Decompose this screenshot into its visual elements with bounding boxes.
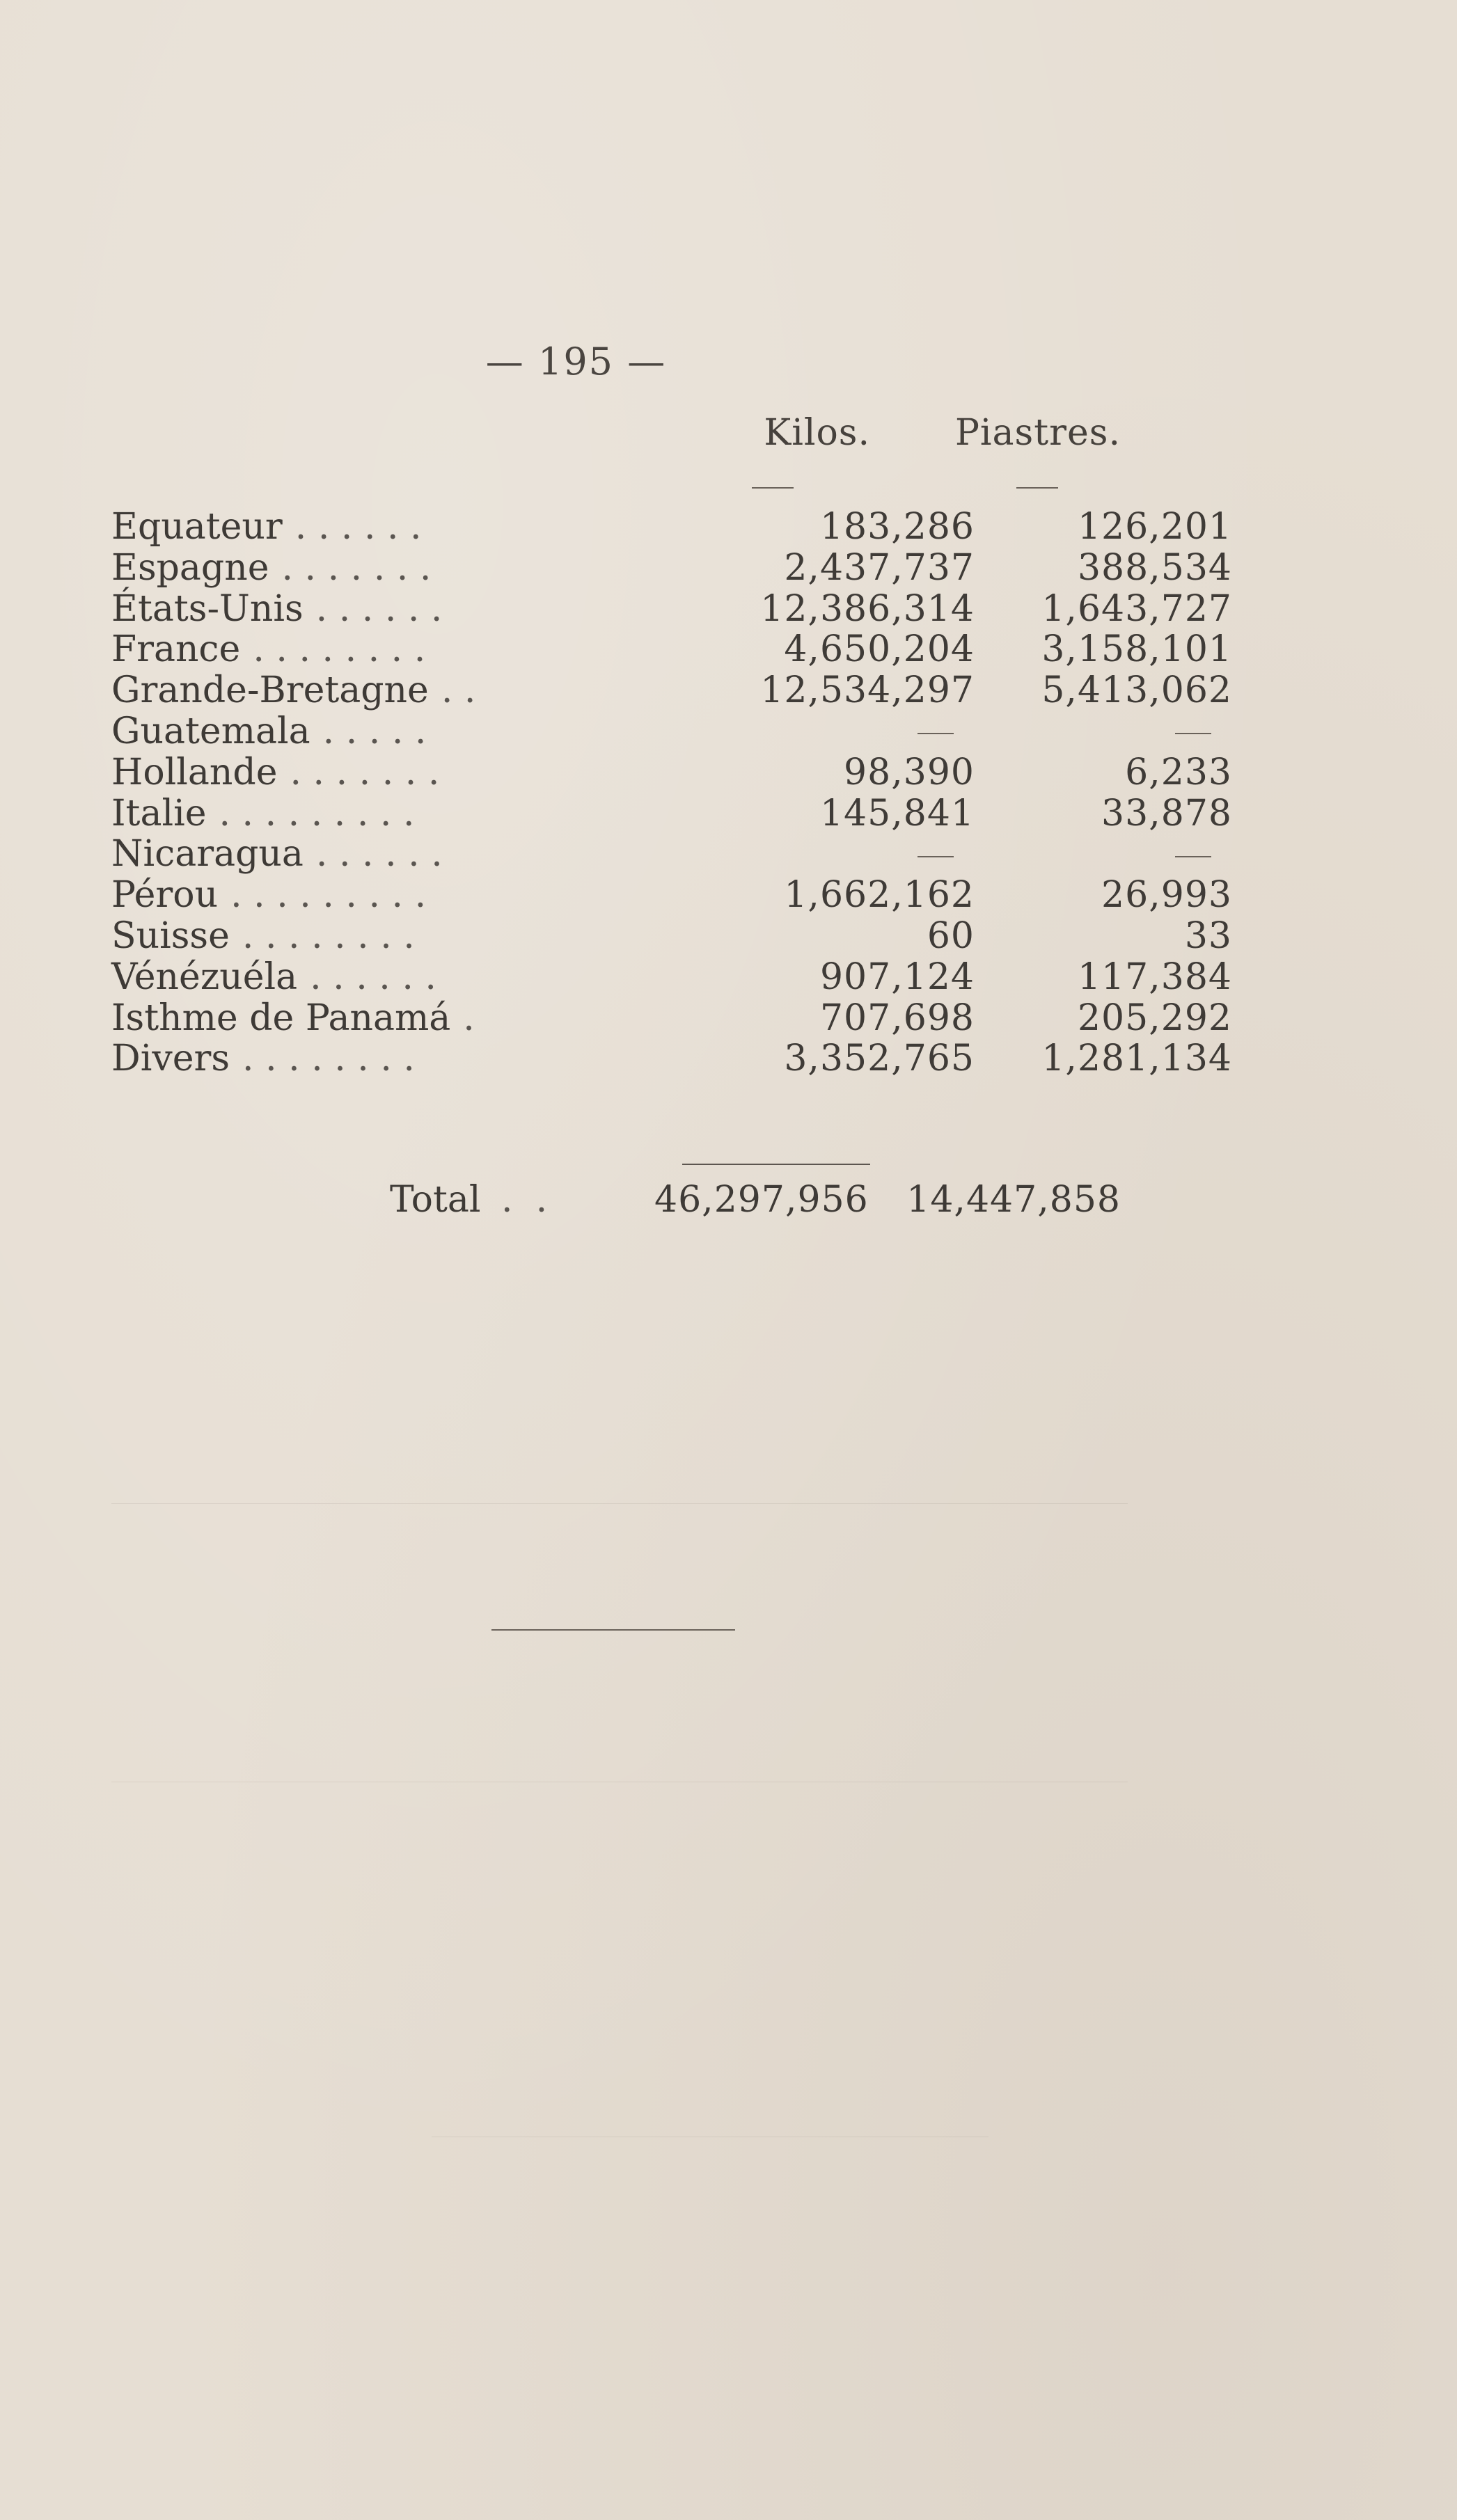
total-label: Total [390,1179,481,1221]
row-country: Grande-Bretagne [111,669,429,712]
total-leader-dots: . . [501,1179,548,1221]
header-dash-kilos [752,487,794,489]
row-country: Italie [111,792,207,834]
leader-dots: . . . . . . . . . [230,875,427,916]
row-kilos: 1,662,162 [784,874,975,917]
row-kilos: 707,698 [819,997,975,1039]
row-kilos: 12,386,314 [760,587,975,630]
row-kilos: 12,534,297 [760,669,975,712]
row-country: Equateur [111,506,283,548]
row-kilos: 3,352,765 [784,1038,975,1080]
table-row [111,506,1232,548]
table-row [111,628,1232,671]
table-row [111,914,1232,957]
empty-value-dash [1175,856,1211,857]
leader-dots: . . . . . . . . . [219,793,415,834]
row-piastres: 26,993 [1101,874,1232,917]
total-kilos: 46,297,956 [654,1179,869,1221]
page-number: — 195 — [485,340,667,383]
row-piastres: 1,643,727 [1041,587,1232,630]
row-piastres: 5,413,062 [1041,669,1232,712]
leader-dots: . . . . . . . [290,752,440,793]
column-header-kilos: Kilos. [764,412,870,454]
row-country: Divers [111,1038,230,1080]
leader-dots: . . [441,670,476,711]
column-header-piastres: Piastres. [954,412,1121,454]
table-row [111,711,1142,752]
row-country: France [111,628,241,671]
leader-dots: . . . . . . . . [242,1038,415,1080]
row-piastres: 117,384 [1077,956,1232,998]
row-piastres: 6,233 [1125,751,1232,793]
leader-dots: . . . . . . [315,834,443,875]
row-kilos: 907,124 [819,956,975,998]
table-row [111,587,1232,630]
total-piastres: 14,447,858 [906,1179,1121,1221]
header-dash-piastres [1016,487,1058,489]
row-piastres: 388,534 [1077,546,1232,589]
row-kilos: 145,841 [819,792,975,834]
row-kilos: 2,437,737 [784,546,975,589]
table-row [111,834,1142,875]
row-piastres [884,711,1232,752]
bottom-rule [491,1629,735,1631]
row-country: Guatemala [111,710,310,752]
table-row [111,669,1232,712]
table-row [111,997,1232,1039]
leader-dots: . . . . . . [315,588,443,630]
row-country: Isthme de Panamá [111,997,451,1039]
row-country: Espagne [111,546,269,589]
row-piastres: 205,292 [1077,997,1232,1039]
table-row [111,751,1232,793]
row-kilos: 60 [927,914,975,957]
table-row [111,546,1232,589]
table-row [111,874,1232,917]
row-piastres: 33 [1184,914,1232,957]
row-kilos: 98,390 [844,751,975,793]
leader-dots: . . . . . . . . [242,915,415,957]
table-row [111,1038,1232,1080]
row-country: Pérou [111,874,219,917]
leader-dots: . . . . . . . [281,547,432,589]
row-piastres: 33,878 [1101,792,1232,834]
empty-value-dash [1175,733,1211,734]
row-piastres [884,834,1232,875]
row-country: Vénézuéla [111,956,298,998]
bleed-through-line [111,1503,1128,1504]
row-piastres: 126,201 [1077,506,1232,548]
table-row [111,792,1232,834]
leader-dots: . . . . . . . . [253,629,426,671]
row-kilos: 4,650,204 [784,628,975,671]
leader-dots: . . . . . [322,711,427,752]
row-piastres: 3,158,101 [1041,628,1232,671]
sum-rule [682,1164,870,1165]
row-kilos: 183,286 [819,506,975,548]
table-body [111,506,1232,1080]
row-country: États-Unis [111,587,304,630]
table-row [111,956,1232,998]
row-piastres: 1,281,134 [1041,1038,1232,1080]
leader-dots: . [463,997,475,1039]
row-country: Suisse [111,914,230,957]
row-country: Nicaragua [111,833,304,875]
leader-dots: . . . . . . [294,507,422,548]
row-country: Hollande [111,751,278,793]
leader-dots: . . . . . . [310,956,436,998]
